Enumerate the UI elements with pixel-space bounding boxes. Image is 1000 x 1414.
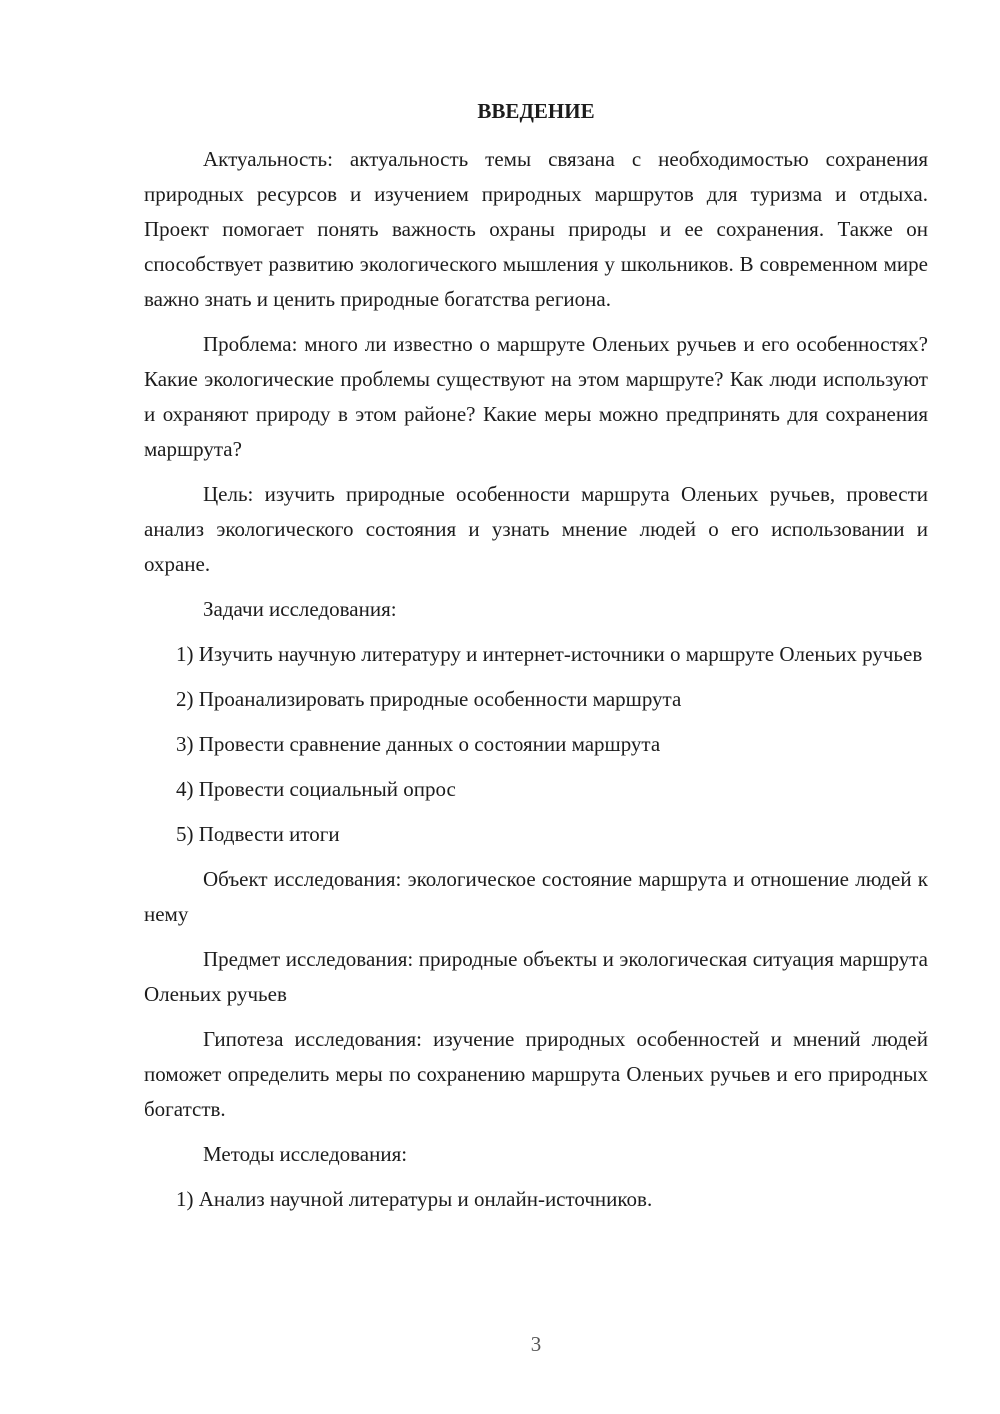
paragraph-tasks-heading: Задачи исследования: [203, 597, 397, 621]
page-number: 3 [530, 1332, 542, 1356]
document-body [144, 142, 928, 1227]
paragraph-relevance: Актуальность: актуальность темы связана с необходимостью сохранения природных ресурсов и изучением природных маршрутов для туризма и отдыха. Проект помогает понять важность охраны природы и ее сохранения. Также он способствует развитию экологического мышления у школьников. В современном мире важно знать и ценить природные богатства региона. [144, 147, 928, 311]
task-item-4: 4) Провести социальный опрос [176, 777, 456, 801]
paragraph-subject: Предмет исследования: природные объекты и экологическая ситуация маршрута Оленьих ручьев [144, 947, 928, 1006]
paragraph-goal: Цель: изучить природные особенности маршрута Оленьих ручьев, провести анализ экологического состояния и узнать мнение людей о его использовании и охране. [144, 482, 928, 576]
paragraph-object: Объект исследования: экологическое состояние маршрута и отношение людей к нему [144, 867, 928, 926]
task-item-5: 5) Подвести итоги [176, 822, 340, 846]
paragraph-hypothesis: Гипотеза исследования: изучение природных особенностей и мнений людей поможет определить меры по сохранению маршрута Оленьих ручьев и его природных богатств. [144, 1027, 928, 1121]
paragraph-methods-heading: Методы исследования: [203, 1142, 408, 1166]
method-item-1: 1) Анализ научной литературы и онлайн-источников. [176, 1187, 653, 1211]
task-item-1: 1) Изучить научную литературу и интернет-источники о маршруте Оленьих ручьев [176, 642, 923, 666]
task-item-2: 2) Проанализировать природные особенности маршрута [176, 687, 682, 711]
task-item-3: 3) Провести сравнение данных о состоянии маршрута [176, 732, 661, 756]
paragraph-problem: Проблема: много ли известно о маршруте Оленьих ручьев и его особенностях? Какие экологические проблемы существуют на этом маршруте? Как люди используют и охраняют природу в этом районе? Какие меры можно предпринять для сохранения маршрута? [144, 332, 928, 461]
page-heading: ВВЕДЕНИЕ [477, 99, 595, 123]
